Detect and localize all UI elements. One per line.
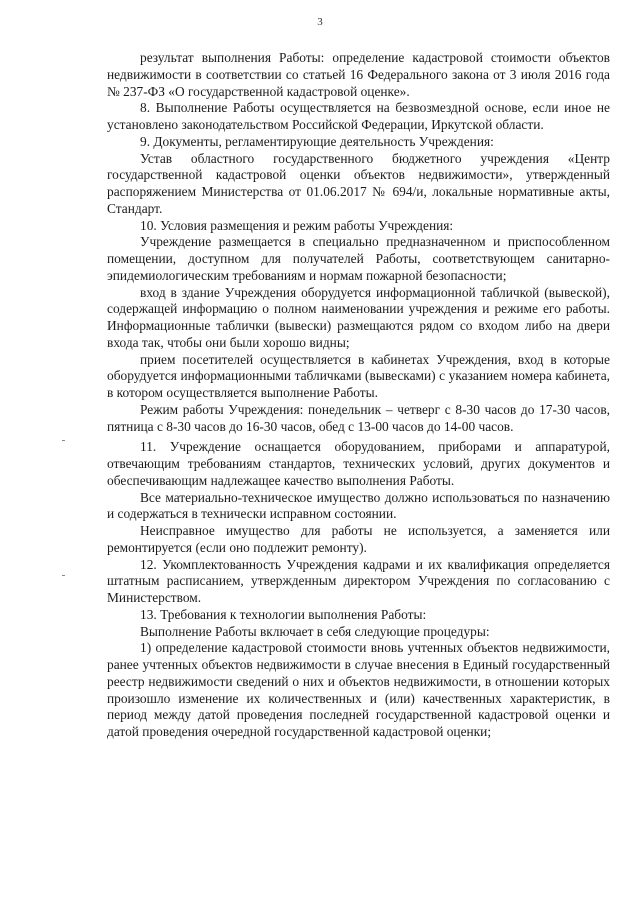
paragraph-item-12: 12. Укомплектованность Учреждения кадрами и их квалификация определяется штатным расписанием, утвержденным директором Учреждения по согласованию с Министерством.	[107, 556, 610, 605]
paragraph-procedure-1: 1) определение кадастровой стоимости вновь учтенных объектов недвижимости, ранее учтенных объектов недвижимости в случае внесения в Единый государственный реестр недвижимости сведений о них и объектов недвижимости, в отношении которых произошло изменение их количественных и (или) качественных характеристик, в период между датой проведения последней государственной кадастровой оценки и датой проведения очередной государственной кадастровой оценки;	[107, 640, 610, 739]
page-number: 3	[317, 16, 323, 28]
paragraph-item-9-heading: 9. Документы, регламентирующие деятельность Учреждения:	[140, 133, 494, 149]
paragraph-premises: Учреждение размещается в специально предназначенном и приспособленном помещении, доступном для получателей Работы, соответствующем санитарно-эпидемиологическим требованиям и нормам пожарной безопасности;	[107, 234, 610, 283]
paragraph-item-8: 8. Выполнение Работы осуществляется на безвозмездной основе, если иное не установлено законодательством Российской Федерации, Иркутской области.	[107, 100, 610, 132]
paragraph-item-11: 11. Учреждение оснащается оборудованием, приборами и аппаратурой, отвечающим требованиям стандартов, технических условий, других документов и обеспечивающим надлежащее качество выполнения Работы.	[107, 439, 610, 488]
document-body	[107, 50, 610, 741]
scan-margin-mark	[62, 440, 65, 441]
paragraph-charter: Устав областного государственного бюджетного учреждения «Центр государственной кадастровой оценки объектов недвижимости», утвержденный распоряжением Министерства от 01.06.2017 № 694/и, локальные нормативные акты, Стандарт.	[107, 150, 610, 216]
paragraph-faulty-property: Неисправное имущество для работы не используется, а заменяется или ремонтируется (если оно подлежит ремонту).	[107, 523, 610, 555]
paragraph-entrance-sign: вход в здание Учреждения оборудуется информационной табличкой (вывеской), содержащей информацию о полном наименовании учреждения и режиме его работы. Информационные таблички (вывески) размещаются рядом со входом либо на двери входа так, чтобы они были хорошо видны;	[107, 284, 610, 350]
paragraph-item-13-heading: 13. Требования к технологии выполнения Работы:	[140, 606, 427, 622]
paragraph-item-10-heading: 10. Условия размещения и режим работы Учреждения:	[140, 217, 454, 233]
paragraph-working-hours: Режим работы Учреждения: понедельник – четверг с 8-30 часов до 17-30 часов, пятница с 8-30 часов до 16-30 часов, обед с 13-00 часов до 14-00 часов.	[107, 401, 610, 434]
paragraph-visitor-reception: прием посетителей осуществляется в кабинетах Учреждения, вход в которые оборудуется информационными табличками (вывесками) с указанием номера кабинета, в котором осуществляется выполнение Работы.	[107, 351, 610, 400]
paragraph-procedures-intro: Выполнение Работы включает в себя следующие процедуры:	[140, 623, 490, 639]
paragraph-property-use: Все материально-техническое имущество должно использоваться по назначению и содержаться в технически исправном состоянии.	[107, 489, 610, 522]
paragraph-result: результат выполнения Работы: определение кадастровой стоимости объектов недвижимости в соответствии со статьей 16 Федерального закона от 3 июля 2016 года № 237-ФЗ «О государственной кадастровой оценке».	[107, 50, 610, 99]
scan-margin-mark	[62, 575, 65, 576]
